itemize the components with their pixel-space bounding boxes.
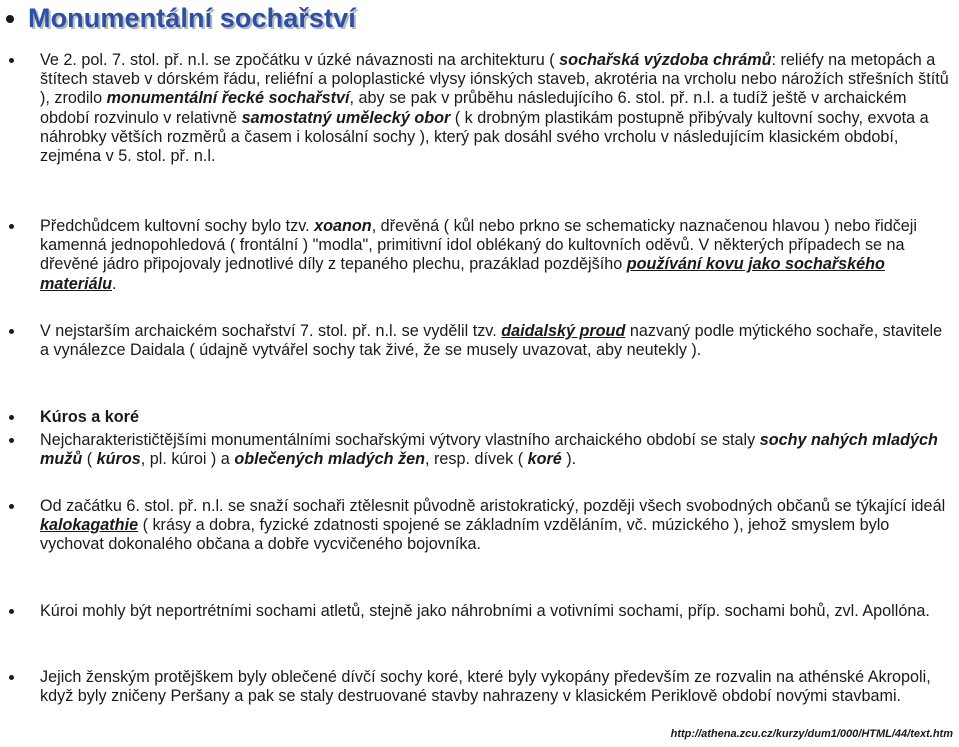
text-segment: ). [561, 450, 577, 469]
text-segment: , aby se pak v průběhu následujícího 6. stol. př. n.l. a tudíž ještě v archaickém období rozvinulo v relativně [40, 89, 907, 127]
text-segment: . [111, 274, 117, 293]
bullet-text [40, 51, 949, 165]
bullet-item-3 [40, 322, 955, 360]
text-segment: nazvaný podle mýtického sochaře, stavitele a vynálezce Daidala ( údajně vytvářel sochy tak živé, že se musely uvazovat, aby neutekly ). [40, 322, 943, 360]
bullet-icon [9, 224, 14, 229]
bullet-text [40, 217, 917, 293]
bullet-text [40, 497, 945, 553]
bullet-icon [9, 438, 14, 443]
text-segment: Od začátku 6. stol. př. n.l. se snaží sochaři ztělesnit původně aristokratický, později všech svobodných občanů se týkající ideál [40, 497, 946, 515]
text-segment: , dřevěná ( kůl nebo prkno se schematicky naznačenou hlavou ) nebo řidčeji kamenná jednopohledová ( frontální ) "modla", primitivní idol oblékaný do kultovních oděvů. V některých případech se na dřevěné jádro připojovaly jednotlivé díly z tepaného plechu, prazáklad pozdějšího [40, 217, 917, 274]
title-row [6, 0, 356, 36]
text-segment: kúros [96, 450, 141, 469]
text-segment: daidalský proud [501, 322, 626, 340]
text-segment: Jejich ženským protějškem byly oblečené dívčí sochy koré, které byly vykopány především ze rozvalin na athénské Akropoli, když byly zničeny Peršany a pak se staly destruované stavby nahrazeny v klasickém Periklově období novými stavbami. [40, 668, 931, 706]
text-segment: xoanon [314, 217, 372, 235]
text-segment: V nejstarším archaickém sochařství 7. stol. př. n.l. se vydělil tzv. [40, 322, 502, 340]
text-segment: samostatný umělecký obor [241, 108, 451, 127]
text-segment: Nejcharakterističtějšími monumentálními sochařskými výtvory vlastního archaického období se staly [40, 431, 760, 449]
bullet-icon [9, 609, 14, 614]
text-segment: , pl. kúroi ) a [140, 450, 235, 469]
bullet-text [40, 408, 139, 426]
bullet-text [40, 322, 942, 359]
bullet-text [40, 602, 930, 620]
bullet-icon [9, 675, 14, 680]
text-segment: sochy nahých mladých mužů [40, 431, 938, 469]
bullet-item-6 [40, 497, 955, 555]
bullet-item-4 [40, 408, 955, 427]
bullet-icon [9, 504, 14, 509]
bullet-icon [9, 329, 14, 334]
bullet-text [40, 431, 938, 468]
source-link[interactable]: http://athena.zcu.cz/kurzy/dum1/000/HTML/44/text.htm [670, 728, 953, 740]
text-segment: Předchůdcem kultovní sochy bylo tzv. [40, 217, 315, 235]
bullet-item-1 [40, 51, 955, 166]
text-segment: používání kovu jako sochařského materiálu [40, 255, 885, 293]
text-segment: ( krásy a dobra, fyzické zdatnosti spojené se základním vzděláním, vč. múzického ), jehož smyslem bylo vychovat dokonalého občana a dobře vycvičeného bojovníka. [40, 516, 890, 554]
text-segment: ( [82, 450, 97, 469]
title-bullet-icon [6, 15, 14, 23]
text-segment: Ve 2. pol. 7. stol. př. n.l. se zpočátku v úzké návaznosti na architekturu ( [40, 51, 560, 69]
text-segment: kalokagathie [40, 516, 139, 535]
text-segment: : reliéfy na metopách a štítech staveb v dórském řádu, reliéfní a poloplastické vlysy iónských staveb, akrotéria na vrcholu nebo nárožích střešních štítů ), zrodilo [40, 51, 949, 108]
text-segment: Kúroi mohly být neportrétními sochami atletů, stejně jako náhrobními a votivními sochami, příp. sochami bohů, zvl. Apollóna. [40, 602, 930, 620]
text-segment: Kúros a koré [40, 408, 139, 426]
bullet-item-8 [40, 668, 955, 706]
slide-title: Monumentální sochařství [28, 2, 356, 33]
text-segment: ( k drobným plastikám postupně přibývaly kultovní sochy, exvota a náhrobky větších rozměrů a časem i kolosální sochy ), který pak dosáhl svého vrcholu v následujícím klasickém období, zejména v 5. stol. př. n.l. [40, 108, 929, 166]
bullet-item-7 [40, 602, 955, 621]
text-segment: koré [527, 450, 562, 469]
bullet-text [40, 668, 931, 705]
text-segment: sochařská výzdoba chrámů [559, 51, 772, 69]
bullet-item-2 [40, 217, 955, 294]
text-segment: oblečených mladých žen [234, 450, 426, 469]
text-segment: monumentální řecké sochařství [106, 89, 350, 108]
text-segment: , resp. dívek ( [425, 450, 528, 469]
bullet-icon [9, 415, 14, 420]
bullet-icon [9, 58, 14, 63]
bullet-item-5 [40, 431, 955, 469]
